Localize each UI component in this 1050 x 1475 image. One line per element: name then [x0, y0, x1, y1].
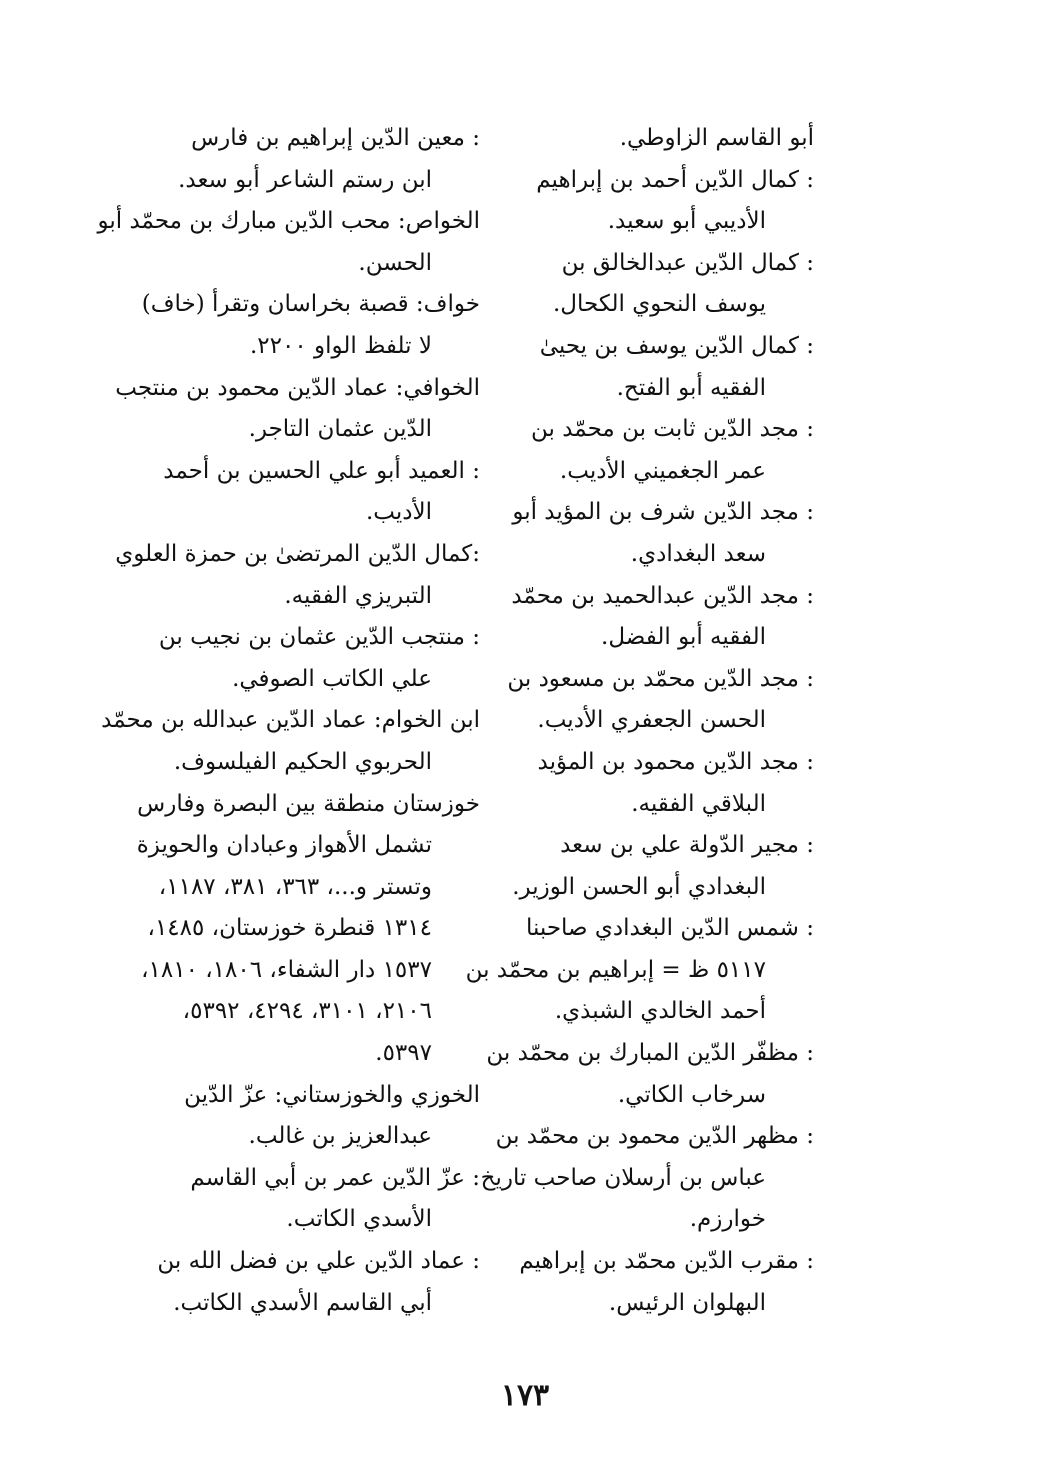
right-column-line: : مجد الدّين عبدالحميد بن محمّد: [511, 582, 814, 609]
left-column-line: عبدالعزيز بن غالب.: [248, 1123, 432, 1150]
right-column-line: : مجير الدّولة علي بن سعد: [560, 832, 814, 859]
right-column-line: : مجد الدّين محمّد بن مسعود بن: [507, 665, 814, 692]
left-column-line: الدّين عثمان التاجر.: [248, 416, 432, 443]
right-column-line: الفقيه أبو الفضل.: [601, 624, 766, 651]
left-column-line: الأسدي الكاتب.: [286, 1206, 432, 1233]
right-column-line: : كمال الدّين يوسف بن يحيىٰ: [539, 332, 814, 359]
page-number: ١٧٣: [500, 1378, 550, 1413]
left-column-line: الخوافي: عماد الدّين محمود بن منتجب: [115, 374, 480, 401]
left-column-line: : معين الدّين إبراهيم بن فارس: [191, 125, 480, 151]
right-column-line: عمر الجغميني الأديب.: [559, 457, 766, 484]
left-column-line: خوزستان منطقة بين البصرة وفارس: [137, 790, 480, 817]
right-column-line: : شمس الدّين البغدادي صاحبنا: [525, 915, 814, 942]
left-column-line: ٢١٠٦، ٣١٠١، ٤٢٩٤، ٥٣٩٢،: [182, 998, 432, 1025]
right-column-line: البغدادي أبو الحسن الوزير.: [512, 873, 766, 900]
left-column-line: الحسن.: [358, 249, 432, 276]
left-column-line: : عزّ الدّين عمر بن أبي القاسم: [190, 1164, 480, 1191]
left-column-line: الحربوي الحكيم الفيلسوف.: [173, 748, 432, 775]
right-column-line: : كمال الدّين عبدالخالق بن: [561, 249, 814, 276]
right-column-line: أحمد الخالدي الشبذي.: [554, 998, 766, 1025]
right-column-line: الفقيه أبو الفتح.: [616, 374, 766, 401]
right-column: [465, 118, 814, 1324]
right-column-line: البلاقي الفقيه.: [631, 790, 766, 817]
left-column-line: الخواص: محب الدّين مبارك بن محمّد أبو: [97, 208, 480, 235]
right-column-line: أبو القاسم الزاوطي.: [619, 125, 814, 151]
left-column-line: ١٣١٤ قنطرة خوزستان، ١٤٨٥،: [147, 915, 432, 942]
left-column-line: علي الكاتب الصوفي.: [232, 665, 432, 692]
right-column-line: الأديبي أبو سعيد.: [607, 208, 766, 235]
left-column-line: :كمال الدّين المرتضىٰ بن حمزة العلوي: [115, 540, 480, 567]
left-column: [97, 118, 480, 1324]
right-column-line: : مقرب الدّين محمّد بن إبراهيم: [519, 1248, 814, 1275]
right-column-line: عباس بن أرسلان صاحب تاريخ: [480, 1164, 766, 1191]
left-column-line: : منتجب الدّين عثمان بن نجيب بن: [158, 624, 480, 651]
right-column-line: : مظهر الدّين محمود بن محمّد بن: [495, 1123, 814, 1150]
left-column-line: تشمل الأهواز وعبادان والحويزة: [136, 832, 432, 859]
right-column-line: سرخاب الكاتي.: [617, 1081, 766, 1108]
right-column-line: : مجد الدّين شرف بن المؤيد أبو: [512, 499, 814, 526]
left-column-line: ١٥٣٧ دار الشفاء، ١٨٠٦، ١٨١٠،: [141, 956, 432, 983]
right-column-line: ٥١١٧ ظ = إبراهيم بن محمّد بن: [465, 956, 766, 983]
right-column-line: سعد البغدادي.: [630, 540, 766, 567]
right-column-line: : كمال الدّين أحمد بن إبراهيم: [536, 166, 814, 193]
right-column-line: الحسن الجعفري الأديب.: [537, 707, 766, 734]
left-column-line: خواف: قصبة بخراسان وتقرأ (خاف): [141, 291, 480, 318]
right-column-line: : مجد الدّين محمود بن المؤيد: [537, 748, 814, 775]
right-column-line: : مظفّر الدّين المبارك بن محمّد بن: [486, 1040, 814, 1067]
right-column-line: : مجد الدّين ثابت بن محمّد بن: [531, 416, 814, 443]
left-column-line: الأديب.: [365, 499, 432, 526]
left-column-line: ٥٣٩٧.: [375, 1040, 432, 1067]
left-column-line: وتستر و...، ٣٦٣، ٣٨١، ١١٨٧،: [158, 873, 432, 900]
left-column-line: أبي القاسم الأسدي الكاتب.: [173, 1289, 432, 1316]
right-column-line: خوارزم.: [689, 1206, 766, 1233]
right-column-line: البهلوان الرئيس.: [608, 1289, 766, 1316]
left-column-line: لا تلفظ الواو ٢٢٠٠.: [249, 332, 432, 359]
left-column-line: ابن الخوام: عماد الدّين عبدالله بن محمّد: [101, 707, 480, 734]
left-column-line: ابن رستم الشاعر أبو سعد.: [178, 166, 432, 193]
left-column-line: الخوزي والخوزستاني: عزّ الدّين: [184, 1081, 480, 1108]
left-column-line: : العميد أبو علي الحسين بن أحمد: [163, 457, 480, 484]
left-column-line: : عماد الدّين علي بن فضل الله بن: [157, 1248, 480, 1275]
left-column-line: التبريزي الفقيه.: [284, 582, 432, 609]
right-column-line: يوسف النحوي الكحال.: [552, 291, 766, 318]
